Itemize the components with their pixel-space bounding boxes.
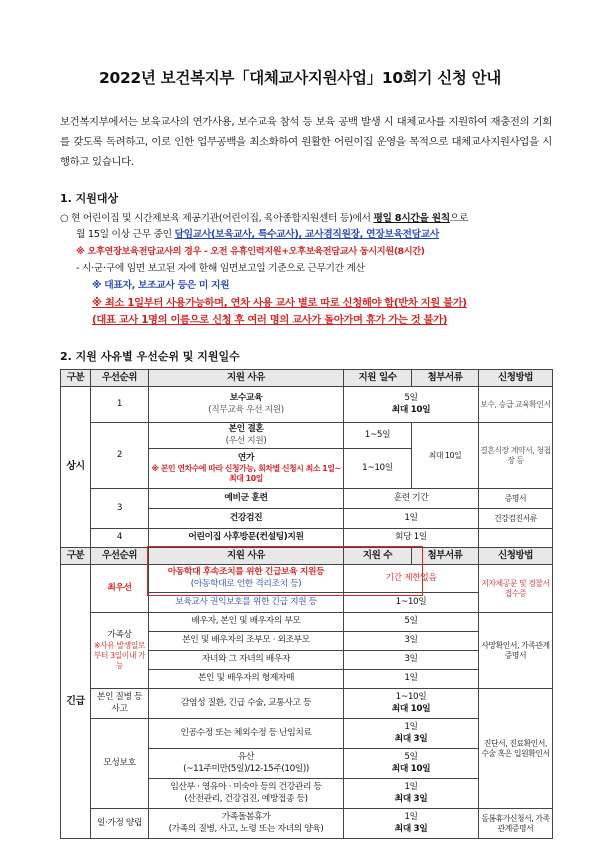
priority-cell: 4: [91, 529, 149, 548]
days-cell: 1일 최대 3일: [344, 809, 479, 839]
priority-top-cell: 최우선: [91, 565, 149, 613]
reason-cell: 자녀와 그 자녀의 배우자: [149, 651, 344, 670]
header-cell: 첨부서류: [412, 548, 479, 565]
days-cell: 훈련 기간: [344, 489, 479, 509]
docs-cell: 증명서: [479, 489, 553, 509]
days-cell: 3일: [344, 632, 479, 651]
days-cell: 3일: [344, 651, 479, 670]
reason-cell: 본인 및 배우자의 형제자매: [149, 670, 344, 689]
days-cell: 1~10일: [344, 593, 479, 613]
header-cell: 지원 사유: [149, 370, 344, 387]
table-header-row: [61, 370, 553, 387]
docs-cell: [479, 529, 553, 548]
docs-cell: 보수, 승급 교육확인서: [479, 387, 553, 423]
table-row: [61, 809, 553, 839]
category-regular: 상시: [61, 387, 91, 548]
days-cell: 1~10일 최대 10일: [344, 689, 479, 719]
reason-cell: 연가 ※ 본인 연차수에 따라 신청가능, 회차별 신청시 최소 1일~최대 10일: [149, 449, 344, 489]
header-cell: 첨부서류: [412, 370, 479, 387]
days-cell: 1일 최대 3일: [344, 779, 479, 809]
section1-heading: 1. 지원대상: [60, 192, 119, 205]
priority-cell: 2: [91, 423, 149, 489]
days-cell: 5일: [344, 613, 479, 632]
reason-cell: 건강검진: [149, 509, 344, 529]
days-cell: 1일 최대 3일: [344, 719, 479, 749]
days-cell: 회당 1일: [344, 529, 479, 548]
priority-sick-cell: 본인 질병 등 사고: [91, 689, 149, 719]
days-cell: 5일 최대 10일: [344, 387, 479, 423]
days-cell: 1일: [344, 509, 479, 529]
priority-family-cell: 가족상 ※사유 발생일로부터 3일이내 가능: [91, 613, 149, 689]
table-row: [61, 529, 553, 548]
reason-cell: 예비군 훈련: [149, 489, 344, 509]
target-line-2: 월 15일 이상 근무 중인 담임교사(보육교사, 특수교사), 교사겸직원장, 연장보육전담교사: [76, 229, 440, 240]
days-max-cell: 최대 10일: [412, 423, 479, 489]
reason-cell: 본인 결혼 (우선 지원): [149, 423, 344, 449]
header-cell: 우선순위: [91, 370, 149, 387]
docs-cell: 돌봄휴가신청서, 가족관계증명서: [479, 809, 553, 839]
table-header-row-2: [61, 548, 553, 565]
header-cell: 지원 수: [344, 548, 412, 565]
header-cell: 지원 일수: [344, 370, 412, 387]
priority-maternity-cell: 모성보호: [91, 719, 149, 809]
header-cell: 신청방법: [479, 548, 553, 565]
header-cell: 구분: [61, 370, 91, 387]
days-cell: 1~5일: [344, 423, 412, 449]
days-cell: 5일 최대 10일: [344, 749, 479, 779]
target-line-report: - 시·군·구에 임면 보고된 자에 한해 임면보고일 기준으로 근무기간 계산: [76, 263, 365, 274]
target-note-representative: (대표 교사 1명의 이름으로 신청 후 여러 명의 교사가 돌아가며 휴가 가는 것 불가): [92, 314, 448, 326]
priority-workfamily-cell: 일·가정 양립: [91, 809, 149, 839]
table-row: [61, 689, 553, 719]
reason-cell: 감염성 질환, 긴급 수술, 교통사고 등: [149, 689, 344, 719]
table-row: [61, 387, 553, 423]
header-cell: 신청방법: [479, 370, 553, 387]
reason-cell: 배우자, 본인 및 배우자의 부모: [149, 613, 344, 632]
docs-cell: 사망확인서, 가족관계증명서: [479, 613, 553, 689]
reason-cell: 가족돌봄휴가 (가족의 질병, 사고, 노령 또는 자녀의 양육): [149, 809, 344, 839]
reason-cell: 아동학대 후속조치를 위한 긴급보육 지원등 (아동학대로 인한 격리조치 등): [149, 565, 344, 593]
target-line-1: ○ 현 어린이집 및 시간제보육 제공기관(어린이집, 육아종합지원센터 등)에서 평일 8시간을 원칙으로: [60, 213, 469, 224]
target-note-excluded: ※ 대표자, 보조교사 등은 미 지원: [92, 280, 230, 291]
days-cell: 1일: [344, 670, 479, 689]
header-cell: 우선순위: [91, 548, 149, 565]
docs-cell: 진단서, 진료확인서, 수술 혹은 입원확인서: [479, 689, 553, 809]
docs-cell: 지자체공문 및 경찰서 접수증: [479, 565, 553, 613]
table-row: [61, 565, 553, 593]
page-title: 2022년 보건복지부「대체교사지원사업」10회기 신청 안내: [98, 69, 502, 87]
header-cell: 지원 사유: [149, 548, 344, 565]
docs-cell: 결혼식장 계약서, 청첩장 등: [479, 423, 553, 489]
table-row: [61, 423, 553, 449]
days-cell: 기간 제한없음: [344, 565, 479, 593]
reason-cell: 보수교육 (직무교육 우선 지원): [149, 387, 344, 423]
table-row: [61, 613, 553, 632]
header-cell: 구분: [61, 548, 91, 565]
reason-cell: 본인 및 배우자의 조부모 · 외조부모: [149, 632, 344, 651]
reason-cell: 어린이집 사후방문(컨설팅)지원: [149, 529, 344, 548]
reason-cell: 유산 (~11주미만(5일)/12-15주(10일)): [149, 749, 344, 779]
target-note-minimum: ※ 최소 1일부터 사용가능하며, 연차 사용 교사 별로 따로 신청해야 함(반차 지원 불가): [92, 297, 467, 309]
docs-cell: 건강검진서류: [479, 509, 553, 529]
priority-cell: 1: [91, 387, 149, 423]
days-cell: 1~10일: [344, 449, 412, 489]
table-row: [61, 489, 553, 509]
intro-paragraph: 보건복지부에서는 보육교사의 연가사용, 보수교육 참석 등 보육 공백 발생 시 대체교사를 지원하여 재충전의 기회를 갖도록 독려하고, 이로 인한 업무공백을 최소화하여 원활한 어린이집 운영을 목적으로 대체교사지원사업을 시행하고 있습니다.: [60, 116, 552, 168]
priority-cell: 3: [91, 489, 149, 529]
target-note-afternoon: ※ 오후연장보육전담교사의 경우 - 오전 유휴인력지원+오후보육전담교사 동시지원(8시간): [76, 246, 425, 257]
section2-heading: 2. 지원 사유별 우선순위 및 지원일수: [60, 350, 240, 363]
category-emergency: 긴급: [61, 565, 91, 839]
reason-cell: 보육교사 권익보호를 위한 긴급 지원 등: [149, 593, 344, 613]
reason-cell: 인공수정 또는 체외수정 등 난임치료: [149, 719, 344, 749]
reason-cell: 임산부 · 영유아 · 미숙아 등의 건강관리 등 (산전관리, 건강검진, 예방접종 등): [149, 779, 344, 809]
support-table: [60, 369, 553, 839]
